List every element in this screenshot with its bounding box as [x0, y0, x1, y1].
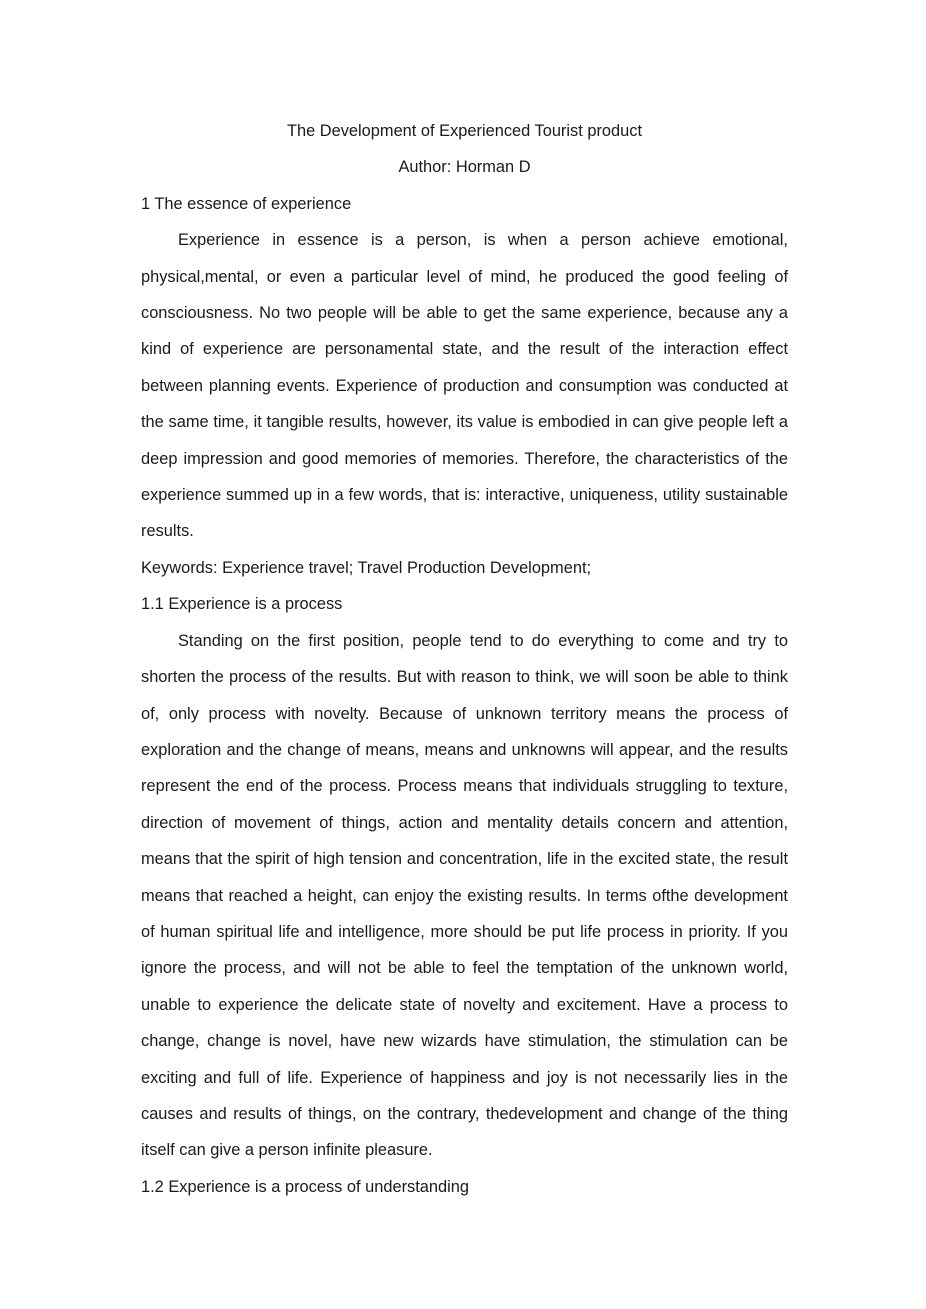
section-1-1-heading: 1.1 Experience is a process — [141, 595, 343, 614]
section-1-heading: 1 The essence of experience — [141, 194, 352, 213]
section-1-1-paragraph: Standing on the first position, people tend to do everything to come and try to shorten the process of the results. But with reason to think, we will soon be able to think of, only process with novelty. Because of unknown territory means the process of exploration and the change of means, means and unknowns will appear, and the results represent the end of the process. Process means that individuals struggling to texture, direction of movement of things, action and mentality details concern and attention, means that the spirit of high tension and concentration, life in the excited state, the result means that reached a height, can enjoy the existing results. In terms ofthe development of human spiritual life and intelligence, more should be put life process in priority. If you ignore the process, and will not be able to feel the temptation of the unknown world, unable to experience the delicate state of novelty and excitement. Have a process to change, change is novel, have new wizards have stimulation, the stimulation can be exciting and full of life. Experience of happiness and joy is not necessarily lies in the causes and results of things, on the contrary, thedevelopment and change of the thing itself can give a person infinite pleasure. — [141, 631, 788, 1160]
keywords-line: Keywords: Experience travel; Travel Production Development; — [141, 558, 592, 577]
section-1-paragraph: Experience in essence is a person, is when a person achieve emotional, physical,mental, or even a particular level of mind, he produced the good feeling of consciousness. No two people will be able to get the same experience, because any a kind of experience are personamental state, and the result of the interaction effect between planning events. Experience of production and consumption was conducted at the same time, it tangible results, however, its value is embodied in can give people left a deep impression and good memories of memories. Therefore, the characteristics of the experience summed up in a few words, that is: interactive, uniqueness, utility sustainable results. — [141, 231, 788, 541]
document-author: Author: Horman D — [398, 158, 531, 177]
section-1-2-heading: 1.2 Experience is a process of understanding — [141, 1177, 470, 1196]
document-title: The Development of Experienced Tourist product — [286, 122, 643, 140]
document-body — [141, 113, 788, 1205]
